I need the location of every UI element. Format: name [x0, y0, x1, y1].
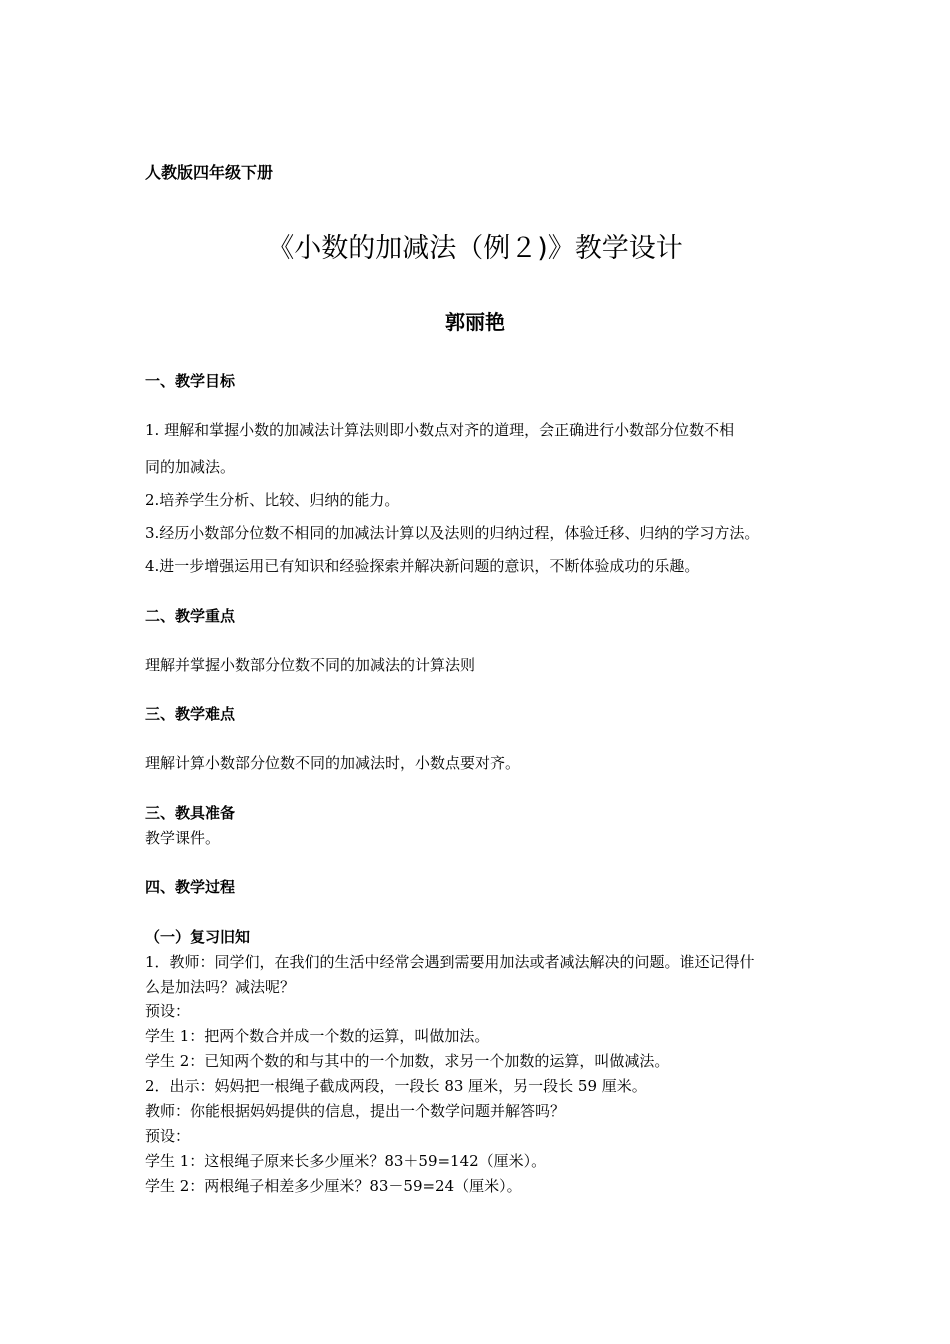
grade-header: 人教版四年级下册 [145, 163, 274, 182]
key-point-text: 理解并掌握小数部分位数不同的加减法的计算法则 [145, 656, 476, 674]
process-line: 学生 2：已知两个数的和与其中的一个加数，求另一个加数的运算，叫做减法。 [145, 1052, 670, 1070]
process-line: 预设： [145, 1002, 191, 1020]
process-line: 预设： [145, 1127, 191, 1145]
process-subheading-review: （一）复习旧知 [145, 928, 251, 946]
objective-item: 同的加减法。 [145, 458, 236, 476]
document-title: 《小数的加减法（例２)》教学设计 [267, 233, 683, 264]
process-line: 1．教师：同学们，在我们的生活中经常会遇到需要用加法或者减法解决的问题。谁还记得什 [145, 953, 755, 971]
materials-text: 教学课件。 [145, 829, 221, 847]
process-line: 教师：你能根据妈妈提供的信息，提出一个数学问题并解答吗？ [145, 1102, 566, 1120]
process-line: 学生 1：这根绳子原来长多少厘米？83＋59=142（厘米）。 [145, 1152, 547, 1170]
process-line: 学生 1：把两个数合并成一个数的运算，叫做加法。 [145, 1027, 490, 1045]
section-heading-materials: 三、教具准备 [145, 804, 236, 822]
section-heading-process: 四、教学过程 [145, 878, 236, 896]
objective-item: 2.培养学生分析、比较、归纳的能力。 [145, 491, 400, 509]
process-line: 么是加法吗？减法呢？ [145, 978, 296, 996]
objective-item: 3.经历小数部分位数不相同的加减法计算以及法则的归纳过程，体验迁移、归纳的学习方法。 [145, 524, 760, 542]
objective-item: 1. 理解和掌握小数的加减法计算法则即小数点对齐的道理，会正确进行小数部分位数不相 [145, 421, 735, 439]
section-heading-key-point: 二、教学重点 [145, 607, 236, 625]
difficulty-text: 理解计算小数部分位数不同的加减法时，小数点要对齐。 [145, 754, 521, 772]
process-line: 2．出示：妈妈把一根绳子截成两段，一段长 83 厘米，另一段长 59 厘米。 [145, 1077, 647, 1095]
section-heading-objectives: 一、教学目标 [145, 372, 236, 390]
section-heading-difficulty: 三、教学难点 [145, 705, 236, 723]
author-name: 郭丽艳 [445, 310, 505, 334]
process-line: 学生 2：两根绳子相差多少厘米？83－59=24（厘米）。 [145, 1177, 522, 1195]
objective-item: 4.进一步增强运用已有知识和经验探索并解决新问题的意识，不断体验成功的乐趣。 [145, 557, 700, 575]
